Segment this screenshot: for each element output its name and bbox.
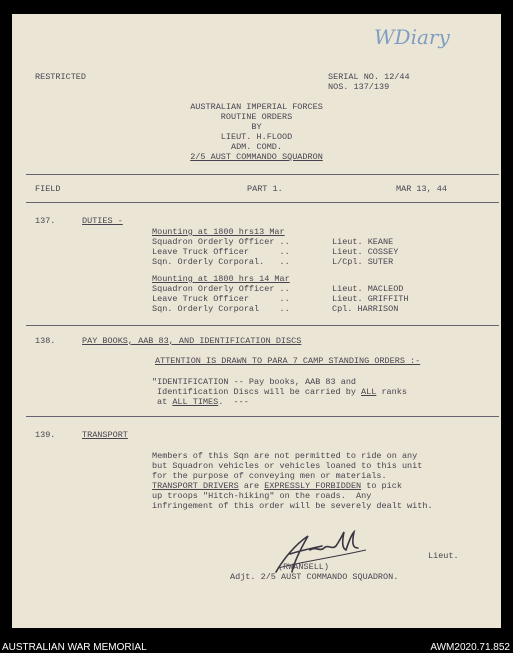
mounting-heading: Mounting at 1800 hrs 14 Mar [152,274,290,284]
quote-emphasis: ALL TIMES [172,397,219,407]
quote-text: ranks [376,387,407,397]
duty-officer: Lieut. MACLEOD [332,284,404,294]
item-number: 139. [35,430,56,440]
location-label: FIELD [35,184,61,194]
body-emphasis: TRANSPORT DRIVERS [152,481,239,491]
document-page [12,14,501,628]
divider [26,416,499,417]
part-label: PART 1. [247,184,283,194]
footer-catalogue-id: AWM2020.71.852 [430,642,510,653]
signatory-name: (RWANSELL) [278,562,330,572]
date-label: MAR 13, 44 [396,184,448,194]
header-line-6: 2/5 AUST COMMANDO SQUADRON [190,152,323,162]
item-number: 137. [35,216,56,226]
header-line-5: ADM. COMD. [230,142,282,152]
duty-officer: Lieut. COSSEY [332,247,399,257]
item-title: TRANSPORT [82,430,128,440]
item-title: PAY BOOKS, AAB 83, AND IDENTIFICATION DISCS [82,336,302,346]
body-line [152,481,402,491]
header-line-3: BY [251,122,262,132]
duty-name: Sqn. Orderly Corporal. .. [152,257,290,267]
footer-institution: AUSTRALIAN WAR MEMORIAL [2,642,147,653]
duty-officer: Lieut. GRIFFITH [332,294,409,304]
archive-footer [0,628,513,653]
item-title: DUTIES - [82,216,123,226]
classification-label: RESTRICTED [35,72,87,82]
body-line: up troops "Hitch-hiking" on the roads. Any [152,491,372,501]
divider [26,325,499,326]
duty-officer: Lieut. KEANE [332,237,394,247]
handwritten-annotation: WDiary [374,25,450,49]
body-line: for the purpose of conveying men or materials. [152,471,387,481]
quote-line [157,387,407,397]
header-line-1: AUSTRALIAN IMPERIAL FORCES [190,102,323,112]
body-text: to pick [361,481,402,491]
order-numbers: NOS. 137/139 [328,82,390,92]
duty-name: Leave Truck Officer .. [152,294,290,304]
quote-line [157,397,249,407]
attention-line: ATTENTION IS DRAWN TO PARA 7 CAMP STANDING ORDERS :- [155,356,421,366]
body-text: are [238,481,265,491]
body-line: infringement of this order will be severely dealt with. [152,501,433,511]
divider [26,174,499,175]
duty-officer: Cpl. HARRISON [332,304,399,314]
quote-text: at [157,397,173,407]
mounting-heading: Mounting at 1800 hrs13 Mar [152,227,285,237]
duty-name: Squadron Orderly Officer .. [152,237,290,247]
divider [26,202,499,203]
duty-officer: L/Cpl. SUTER [332,257,394,267]
item-number: 138. [35,336,56,346]
quote-text: Identification Discs will be carried by [157,387,362,397]
duty-name: Leave Truck Officer .. [152,247,290,257]
signatory-rank: Lieut. [428,551,459,561]
serial-number: SERIAL NO. 12/44 [328,72,410,82]
header-line-4: LIEUT. H.FLOOD [220,132,293,142]
header-line-2: ROUTINE ORDERS [220,112,293,122]
body-emphasis: EXPRESSLY FORBIDDEN [264,481,362,491]
body-line: but Squadron vehicles or vehicles loaned to this unit [152,461,423,471]
body-line: Members of this Sqn are not permitted to ride on any [152,451,418,461]
quote-line: "IDENTIFICATION -- Pay books, AAB 83 and [152,377,357,387]
quote-text: . --- [218,397,249,407]
duty-name: Sqn. Orderly Corporal .. [152,304,290,314]
duty-name: Squadron Orderly Officer .. [152,284,290,294]
signatory-title: Adjt. 2/5 AUST COMMANDO SQUADRON. [230,572,399,582]
quote-emphasis: ALL [361,387,377,397]
